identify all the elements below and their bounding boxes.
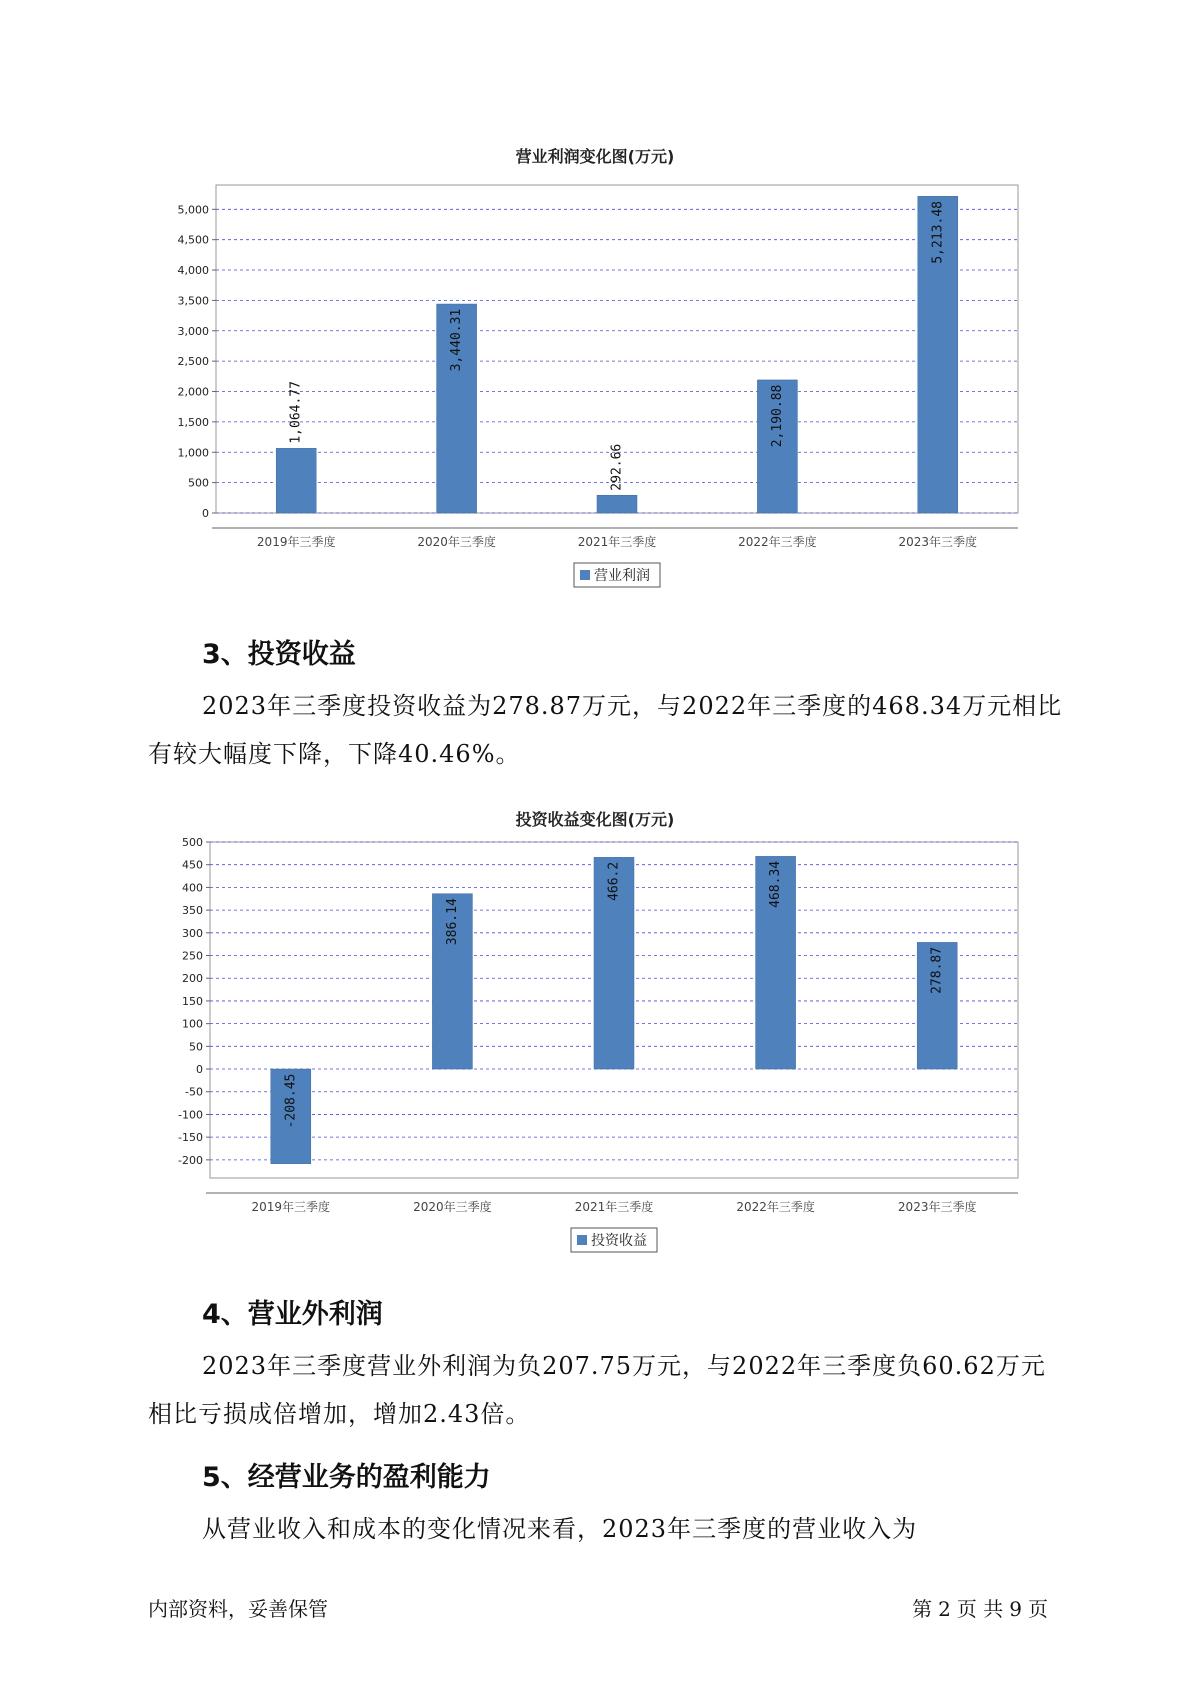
bar [597,495,637,513]
page-suffix: 页 [1028,1597,1048,1621]
section-5-paragraph: 从营业收入和成本的变化情况来看，2023年三季度的营业收入为 [202,1515,918,1543]
chart-operating-profit [150,140,1040,590]
x-tick-label: 2021年三季度 [574,1200,654,1214]
x-tick-label: 2020年三季度 [417,535,496,549]
y-tick-label: 250 [182,949,203,963]
legend [571,1228,657,1252]
page-mid: 页 共 [956,1597,1004,1621]
data-label: 466.2 [606,861,622,901]
x-tick-label: 2022年三季度 [736,1200,815,1214]
y-tick-label: -100 [178,1108,203,1122]
data-label: 2,190.88 [769,384,785,448]
data-label: 278.87 [929,946,945,994]
data-label: 468.34 [768,860,784,908]
legend [574,563,660,587]
y-tick-label: 450 [182,858,203,872]
section-4-paragraph: 2023年三季度营业外利润为负207.75万元，与2022年三季度负60.62万元相比亏损成倍增加，增加2.43倍。 [148,1352,1046,1428]
section-4-heading: 4、营业外利润 [202,1299,383,1330]
y-tick-label: 350 [182,904,203,918]
y-tick-label: 150 [182,994,203,1008]
page-prefix: 第 [912,1597,933,1621]
x-tick-label: 2020年三季度 [413,1200,492,1214]
x-tick-label: 2022年三季度 [738,535,817,549]
y-tick-label: 400 [182,881,203,895]
legend-swatch [577,1235,587,1245]
data-label: -208.45 [283,1073,299,1129]
y-tick-label: 500 [188,476,209,490]
footer-confidential: 内部资料，妥善保管 [148,1597,328,1621]
legend-swatch [580,570,590,580]
legend-label: 投资收益 [591,1233,647,1249]
y-tick-label: 300 [182,926,203,940]
legend-label: 营业利润 [594,568,650,584]
y-tick-label: -50 [185,1085,203,1099]
page-current: 2 [938,1597,951,1621]
y-tick-label: 200 [182,972,203,986]
section-3-heading: 3、投资收益 [202,639,356,670]
chart-title: 投资收益变化图(万元) [515,810,675,829]
data-label: 5,213.48 [930,201,946,264]
y-tick-label: 3,000 [177,324,209,338]
y-tick-label: 5,000 [177,203,209,217]
y-tick-label: 0 [202,507,209,520]
bar [276,448,316,513]
data-label: 3,440.31 [449,308,465,372]
y-tick-label: 4,000 [177,264,209,278]
y-tick-label: -200 [178,1153,203,1167]
footer-page-number [909,1593,1051,1622]
x-tick-label: 2019年三季度 [256,535,336,549]
y-tick-label: 1,500 [177,415,209,429]
x-tick-label: 2021年三季度 [577,535,657,549]
y-tick-label: 2,000 [177,385,209,399]
data-label: 292.66 [609,443,625,491]
y-tick-label: 100 [182,1017,203,1031]
section-5-heading: 5、经营业务的盈利能力 [202,1462,491,1493]
y-tick-label: 500 [182,836,203,849]
y-tick-label: -150 [178,1131,203,1145]
chart-investment-income-svg [150,805,1040,1255]
data-label: 386.14 [444,898,460,946]
y-tick-label: 4,500 [177,233,209,247]
chart-operating-profit-svg [150,140,1040,590]
y-tick-label: 0 [196,1063,203,1077]
y-tick-label: 3,500 [177,294,209,308]
section-3-paragraph: 2023年三季度投资收益为278.87万元，与2022年三季度的468.34万元相比有较大幅度下降，下降40.46%。 [148,692,1063,768]
page-total: 9 [1009,1597,1022,1621]
data-label: 1,064.77 [288,381,304,444]
y-tick-label: 2,500 [177,355,209,369]
x-tick-label: 2023年三季度 [898,535,978,549]
chart-investment-income [150,805,1040,1255]
x-tick-label: 2023年三季度 [897,1200,977,1214]
x-tick-label: 2019年三季度 [251,1200,331,1214]
chart-title: 营业利润变化图(万元) [515,147,675,166]
y-tick-label: 1,000 [177,446,209,460]
y-tick-label: 50 [189,1040,203,1054]
